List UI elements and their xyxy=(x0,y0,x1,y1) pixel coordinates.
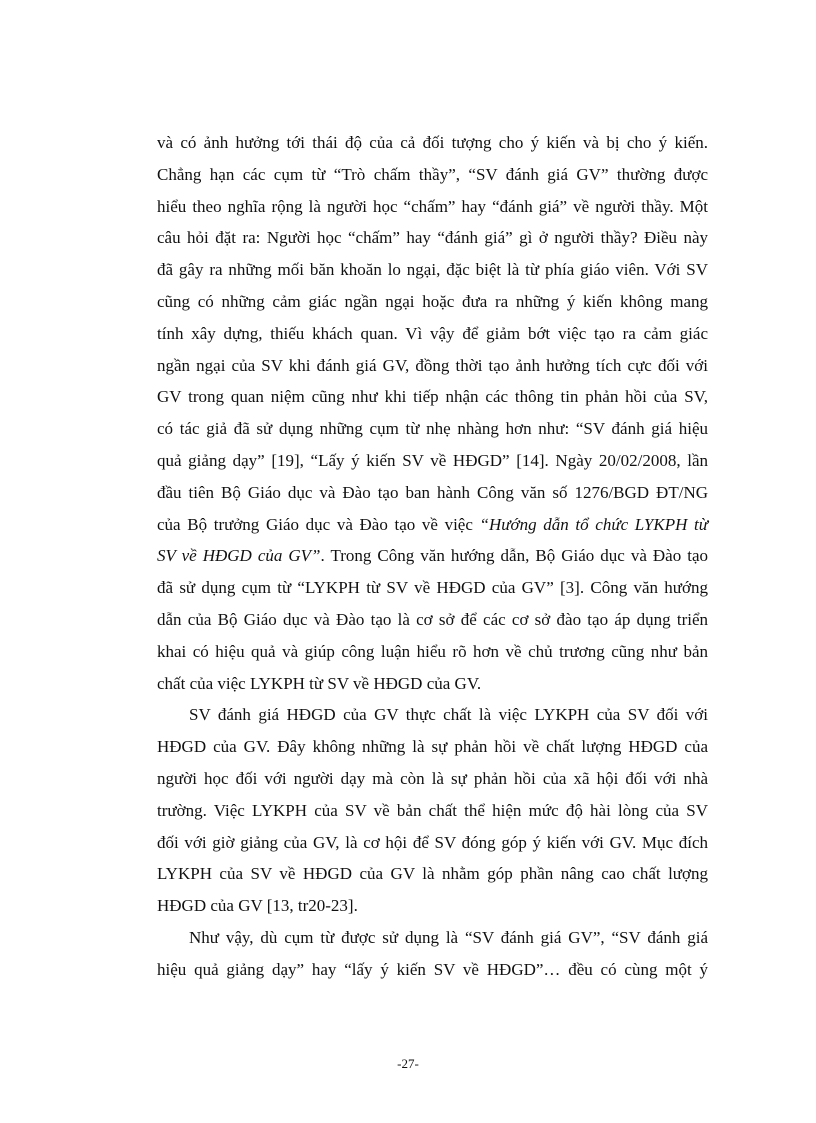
text-line-with-italic xyxy=(157,509,708,541)
text-line: quả giảng dạy” [19], “Lấy ý kiến SV về HĐGD” [14]. Ngày 20/02/2008, lần xyxy=(157,450,708,470)
paragraph-1 xyxy=(157,127,708,699)
text-line: đã gây ra những mối băn khoăn lo ngại, đặc biệt là từ phía giáo viên. Với SV xyxy=(157,260,708,280)
text-line: HĐGD của GV. Đây không những là sự phản hồi về chất lượng HĐGD của xyxy=(157,737,708,757)
text-line: câu hỏi đặt ra: Người học “chấm” hay “đánh giá” gì ở người thầy? Điều này xyxy=(157,228,708,248)
italic-title-run: “Hướng dẫn tổ chức LYKPH từ xyxy=(479,514,708,534)
paragraph-2 xyxy=(157,699,708,922)
italic-title-run: SV về HĐGD của GV” xyxy=(157,546,321,566)
text-line: đã sử dụng cụm từ “LYKPH từ SV về HĐGD của GV” [3]. Công văn hướng xyxy=(157,578,708,598)
text-line: ngần ngại của SV khi đánh giá GV, đồng thời tạo ảnh hưởng tích cực đối với xyxy=(157,355,708,375)
text-run: của Bộ trưởng Giáo dục và Đào tạo về việc xyxy=(157,514,480,534)
text-line: HĐGD của GV [13, tr20-23]. xyxy=(157,896,358,916)
text-line: khai có hiệu quả và giúp công luận hiểu rõ hơn về chủ trương cũng như bản xyxy=(157,641,708,661)
text-line: người học đối với người dạy mà còn là sự phản hồi của xã hội đối với nhà xyxy=(157,768,708,788)
text-line: LYKPH của SV về HĐGD của GV là nhằm góp phần nâng cao chất lượng xyxy=(157,864,708,884)
text-line: cũng có những cảm giác ngần ngại hoặc đưa ra những ý kiến không mang xyxy=(157,291,708,311)
text-line-with-italic xyxy=(157,540,708,572)
text-line: hiệu quả giảng dạy” hay “lấy ý kiến SV về HĐGD”… đều có cùng một ý xyxy=(157,959,708,979)
text-line: dẫn của Bộ Giáo dục và Đào tạo là cơ sở để các cơ sở đào tạo áp dụng triển xyxy=(157,609,708,629)
text-line: Như vậy, dù cụm từ được sử dụng là “SV đánh giá GV”, “SV đánh giá xyxy=(189,927,708,947)
text-line: trường. Việc LYKPH của SV về bản chất thể hiện mức độ hài lòng của SV xyxy=(157,800,708,820)
text-run: . Trong Công văn hướng dẫn, Bộ Giáo dục và Đào tạo xyxy=(320,546,709,566)
text-line: đầu tiên Bộ Giáo dục và Đào tạo ban hành Công văn số 1276/BGD ĐT/NG xyxy=(157,482,708,502)
text-line: đối với giờ giảng của GV, là cơ hội để SV đóng góp ý kiến với GV. Mục đích xyxy=(157,832,708,852)
text-line: tính xây dựng, thiếu khách quan. Vì vậy để giảm bớt việc tạo ra cảm giác xyxy=(157,323,708,343)
body-text xyxy=(157,127,708,986)
text-line: có tác giả đã sử dụng những cụm từ nhẹ nhàng hơn như: “SV đánh giá hiệu xyxy=(157,419,708,439)
page-number: -27- xyxy=(397,1056,419,1071)
text-line: SV đánh giá HĐGD của GV thực chất là việc LYKPH của SV đối với xyxy=(189,705,708,725)
text-line: và có ảnh hưởng tới thái độ của cả đối tượng cho ý kiến và bị cho ý kiến. xyxy=(157,133,708,152)
text-line: hiểu theo nghĩa rộng là người học “chấm” hay “đánh giá” về người thầy. Một xyxy=(157,196,708,216)
paragraph-3 xyxy=(157,922,708,986)
text-line: GV trong quan niệm cũng như khi tiếp nhận các thông tin phản hồi của SV, xyxy=(157,387,708,407)
text-line: chất của việc LYKPH từ SV về HĐGD của GV. xyxy=(157,673,482,693)
text-line: Chẳng hạn các cụm từ “Trò chấm thầy”, “SV đánh giá GV” thường được xyxy=(157,164,708,184)
